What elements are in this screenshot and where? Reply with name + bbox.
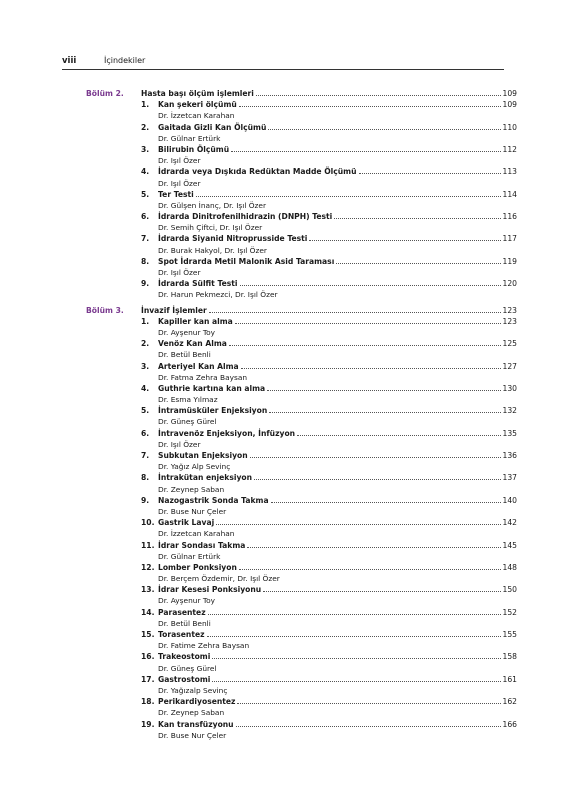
page-header: [62, 56, 504, 70]
entry-authors: Dr. Zeynep Saban: [158, 484, 225, 494]
dot-leader: [271, 496, 501, 503]
toc-entry-authors: [0, 574, 583, 585]
entry-title-line: [158, 123, 517, 132]
entry-number: 3.: [141, 144, 150, 154]
entry-page: 148: [502, 562, 517, 572]
entry-page: 142: [502, 518, 517, 528]
entry-title: Subkutan Enjeksiyon: [158, 451, 248, 460]
entry-title: İdrarda Sülfit Testi: [158, 279, 238, 289]
entry-authors: Dr. Betül Benli: [158, 350, 211, 360]
entry-title: İntravenöz Enjeksiyon, İnfüzyon: [158, 428, 296, 438]
entry-authors: Dr. Gülnar Ertürk: [158, 551, 221, 561]
entry-authors: Dr. Burak Hakyol, Dr. Işıl Özer: [158, 245, 267, 255]
entry-title: Ter Testi: [158, 189, 194, 199]
toc-entry-authors: [0, 619, 583, 630]
dot-leader: [216, 518, 500, 525]
toc-entry-authors: [0, 529, 583, 540]
toc-entry-authors: [0, 686, 583, 697]
toc-entry[interactable]: [0, 675, 583, 686]
entry-title-line: [158, 608, 517, 617]
entry-authors: Dr. Yağızalp Sevinç: [158, 685, 228, 695]
dot-leader: [209, 306, 501, 313]
toc-entry[interactable]: [0, 496, 583, 507]
entry-number: 9.: [141, 279, 150, 289]
toc-entry[interactable]: [0, 406, 583, 417]
entry-number: 8.: [141, 256, 150, 266]
section-title: Hasta başı ölçüm işlemleri: [141, 89, 254, 98]
entry-page: 130: [502, 383, 517, 393]
toc-entry-authors: [0, 328, 583, 339]
entry-number: 12.: [141, 562, 155, 572]
section-page: 109: [502, 89, 517, 98]
entry-authors: Dr. Güneş Gürel: [158, 417, 217, 427]
entry-page: 150: [502, 585, 517, 595]
entry-authors: Dr. Fatime Zehra Baysan: [158, 641, 250, 651]
entry-title-line: [158, 279, 517, 288]
toc-entry[interactable]: [0, 585, 583, 596]
entry-page: 166: [502, 719, 517, 729]
entry-page: 136: [502, 451, 517, 460]
section-title-line: [141, 306, 517, 315]
entry-title-line: [158, 339, 517, 348]
toc-entry-authors: [0, 552, 583, 563]
dot-leader: [269, 406, 500, 413]
dot-leader: [334, 212, 500, 219]
section-title-line: [141, 89, 517, 98]
toc-entry[interactable]: [0, 473, 583, 484]
entry-authors: Dr. Işıl Özer: [158, 156, 201, 166]
toc-entry-authors: [0, 373, 583, 384]
toc-entry[interactable]: [0, 608, 583, 619]
entry-page: 113: [502, 167, 517, 177]
entry-title: Nazogastrik Sonda Takma: [158, 495, 269, 505]
entry-page: 137: [502, 473, 517, 483]
entry-title-line: [158, 145, 517, 154]
running-title: İçindekiler: [104, 56, 146, 65]
toc-entry-authors: [0, 708, 583, 719]
entry-title-line: [158, 212, 517, 221]
entry-title: İdrar Kesesi Ponksiyonu: [158, 585, 262, 595]
dot-leader: [231, 145, 500, 152]
entry-authors: Dr. Işıl Özer: [158, 439, 201, 449]
toc-entry-authors: [0, 731, 583, 742]
toc-entry[interactable]: [0, 257, 583, 268]
toc-entry-authors: [0, 664, 583, 675]
entry-title-line: [158, 563, 517, 572]
entry-title-line: [158, 234, 517, 243]
entry-title: Kan transfüzyonu: [158, 719, 234, 729]
toc-entry[interactable]: [0, 563, 583, 574]
dot-leader: [254, 473, 500, 480]
entry-number: 2.: [141, 339, 150, 349]
entry-authors: Dr. Fatma Zehra Baysan: [158, 372, 248, 382]
entry-number: 18.: [141, 697, 155, 707]
entry-page: 117: [502, 234, 517, 244]
entry-authors: Dr. Betül Benli: [158, 618, 211, 628]
entry-authors: Dr. Ayşenur Toy: [158, 327, 215, 337]
entry-title-line: [158, 451, 517, 460]
toc-entry[interactable]: [0, 339, 583, 350]
toc-entry[interactable]: [0, 652, 583, 663]
toc-entry[interactable]: [0, 451, 583, 462]
header-rule: [62, 69, 504, 70]
entry-title: İntrakütan enjeksiyon: [158, 473, 253, 483]
entry-page: 161: [502, 674, 517, 684]
entry-authors: Dr. Güneş Gürel: [158, 663, 217, 673]
toc-entry-authors: [0, 395, 583, 406]
entry-page: 145: [502, 540, 517, 550]
toc-entry-authors: [0, 156, 583, 167]
dot-leader: [237, 697, 500, 704]
entry-authors: Dr. İzzetcan Karahan: [158, 529, 235, 539]
entry-number: 19.: [141, 719, 155, 729]
entry-title-line: [158, 429, 517, 438]
entry-page: 114: [502, 189, 517, 199]
entry-page: 127: [502, 361, 517, 371]
section-page: 123: [502, 305, 517, 315]
entry-page: 116: [502, 212, 517, 222]
entry-title-line: [158, 496, 517, 505]
dot-leader: [309, 234, 500, 241]
entry-title-line: [158, 630, 517, 639]
entry-page: 140: [502, 495, 517, 505]
toc-entry-authors: [0, 223, 583, 234]
entry-title-line: [158, 585, 517, 594]
entry-title: Lomber Ponksiyon: [158, 562, 237, 572]
toc-entry[interactable]: [0, 212, 583, 223]
entry-number: 10.: [141, 518, 155, 528]
entry-number: 17.: [141, 674, 155, 684]
entry-title-line: [158, 190, 517, 199]
entry-title-line: [158, 652, 517, 661]
toc-entry-authors: [0, 268, 583, 279]
entry-page: 123: [502, 316, 517, 326]
toc-entry-authors: [0, 201, 583, 212]
toc-entry-authors: [0, 596, 583, 607]
dot-leader: [240, 279, 501, 286]
entry-page: 109: [502, 100, 517, 110]
entry-authors: Dr. Zeynep Saban: [158, 708, 225, 718]
entry-title: Torasentez: [158, 630, 205, 639]
toc-section-heading[interactable]: [0, 306, 583, 317]
entry-page: 110: [502, 122, 517, 132]
toc-entry-authors: [0, 179, 583, 190]
entry-title-line: [158, 675, 517, 684]
dot-leader: [239, 100, 501, 107]
entry-title-line: [158, 518, 517, 527]
toc-entry[interactable]: [0, 234, 583, 245]
entry-number: 5.: [141, 189, 150, 199]
entry-title: Spot İdrarda Metil Malonik Asid Taraması: [158, 256, 335, 266]
dot-leader: [241, 362, 501, 369]
entry-title: Gastrostomi: [158, 674, 211, 684]
dot-leader: [239, 563, 501, 570]
entry-number: 4.: [141, 167, 150, 177]
entry-number: 7.: [141, 451, 150, 460]
entry-authors: Dr. Buse Nur Çeler: [158, 730, 227, 740]
entry-page: 112: [502, 144, 517, 154]
entry-number: 15.: [141, 630, 155, 639]
toc-entry[interactable]: [0, 167, 583, 178]
dot-leader: [263, 585, 500, 592]
entry-title: Gastrik Lavaj: [158, 518, 215, 528]
section-label: Bölüm 3.: [86, 305, 124, 315]
toc-entry-authors: [0, 641, 583, 652]
dot-leader: [359, 167, 501, 174]
dot-leader: [196, 190, 501, 197]
dot-leader: [207, 630, 501, 637]
toc-entry[interactable]: [0, 190, 583, 201]
entry-title: İdrarda veya Dışkıda Redüktan Madde Ölçümü: [158, 167, 357, 177]
entry-title-line: [158, 697, 517, 706]
entry-page: 135: [502, 428, 517, 438]
toc-entry-authors: [0, 462, 583, 473]
dot-leader: [212, 675, 500, 682]
entry-number: 8.: [141, 473, 150, 483]
toc-section: [0, 89, 583, 302]
entry-authors: Dr. Berçem Özdemir, Dr. Işıl Özer: [158, 574, 280, 584]
entry-page: 132: [502, 406, 517, 416]
entry-title-line: [158, 362, 517, 371]
dot-leader: [250, 451, 501, 458]
toc-entry[interactable]: [0, 697, 583, 708]
toc-entry[interactable]: [0, 279, 583, 290]
entry-title: Perikardiyosentez: [158, 697, 236, 707]
entry-title-line: [158, 100, 517, 109]
entry-authors: Dr. Esma Yılmaz: [158, 395, 218, 405]
entry-page: 152: [502, 607, 517, 617]
dot-leader: [235, 317, 501, 324]
dot-leader: [267, 384, 500, 391]
toc-entry[interactable]: [0, 317, 583, 328]
entry-authors: Dr. İzzetcan Karahan: [158, 111, 235, 121]
toc-entry-authors: [0, 246, 583, 257]
entry-page: 158: [502, 652, 517, 662]
toc-entry-authors: [0, 290, 583, 301]
entry-title: Gaitada Gizli Kan Ölçümü: [158, 122, 267, 132]
entry-title: Kan şekeri ölçümü: [158, 100, 237, 110]
entry-page: 155: [502, 630, 517, 639]
dot-leader: [336, 257, 500, 264]
entry-title: Kapiller kan alma: [158, 316, 233, 326]
dot-leader: [236, 720, 501, 727]
entry-page: 162: [502, 697, 517, 707]
entry-title: İdrarda Siyanid Nitroprusside Testi: [158, 234, 308, 244]
entry-title-line: [158, 257, 517, 266]
section-label: Bölüm 2.: [86, 89, 124, 98]
entry-number: 13.: [141, 585, 155, 595]
entry-title-line: [158, 541, 517, 550]
entry-number: 4.: [141, 383, 150, 393]
toc-entry-authors: [0, 417, 583, 428]
entry-title-line: [158, 720, 517, 729]
entry-title-line: [158, 167, 517, 176]
entry-authors: Dr. Semih Çiftci, Dr. Işıl Özer: [158, 223, 263, 233]
dot-leader: [256, 89, 501, 96]
entry-title-line: [158, 317, 517, 326]
entry-number: 1.: [141, 316, 150, 326]
entry-title: Venöz Kan Alma: [158, 339, 227, 349]
entry-authors: Dr. Gülşen İnanç, Dr. Işıl Özer: [158, 200, 266, 210]
entry-title: Trakeostomi: [158, 652, 211, 662]
toc-entry[interactable]: [0, 429, 583, 440]
entry-authors: Dr. Işıl Özer: [158, 268, 201, 277]
entry-number: 6.: [141, 428, 150, 438]
entry-page: 120: [502, 279, 517, 289]
section-title: İnvazif İşlemler: [141, 305, 207, 315]
page-number: viii: [62, 56, 77, 66]
entry-authors: Dr. Harun Pekmezci, Dr. Işıl Özer: [158, 290, 278, 300]
toc-entry[interactable]: [0, 100, 583, 111]
entry-title: İdrar Sondası Takma: [158, 540, 246, 550]
entry-number: 11.: [141, 540, 155, 550]
entry-title: Parasentez: [158, 607, 206, 617]
toc-entry-authors: [0, 134, 583, 145]
toc-entry-authors: [0, 485, 583, 496]
toc-entry-authors: [0, 507, 583, 518]
entry-authors: Dr. Işıl Özer: [158, 178, 201, 188]
table-of-contents: [0, 89, 583, 742]
dot-leader: [208, 608, 501, 615]
entry-number: 9.: [141, 495, 150, 505]
entry-title: İdrarda Dinitrofenilhidrazin (DNPH) Testi: [158, 212, 333, 222]
toc-entry[interactable]: [0, 541, 583, 552]
entry-number: 2.: [141, 122, 150, 132]
entry-authors: Dr. Gülnar Ertürk: [158, 133, 221, 143]
toc-entry[interactable]: [0, 518, 583, 529]
entry-number: 16.: [141, 652, 155, 662]
dot-leader: [229, 339, 501, 346]
entry-number: 1.: [141, 100, 150, 110]
entry-title: Bilirubin Ölçümü: [158, 144, 230, 154]
entry-page: 125: [502, 339, 517, 349]
entry-title: Arteriyel Kan Alma: [158, 361, 239, 371]
entry-title-line: [158, 473, 517, 482]
toc-entry-authors: [0, 350, 583, 361]
entry-title: Guthrie kartına kan alma: [158, 383, 266, 393]
dot-leader: [268, 123, 500, 130]
toc-entry-authors: [0, 440, 583, 451]
toc-entry[interactable]: [0, 720, 583, 731]
entry-number: 6.: [141, 212, 150, 222]
toc-section-heading[interactable]: [0, 89, 583, 100]
entry-authors: Dr. Ayşenur Toy: [158, 596, 215, 606]
entry-title: İntramüsküler Enjeksiyon: [158, 406, 268, 416]
toc-entry[interactable]: [0, 123, 583, 134]
toc-entry[interactable]: [0, 145, 583, 156]
entry-authors: Dr. Yağız Alp Sevinç: [158, 462, 231, 472]
dot-leader: [297, 429, 500, 436]
toc-section: [0, 306, 583, 742]
dot-leader: [247, 541, 500, 548]
toc-entry-authors: [0, 111, 583, 122]
entry-title-line: [158, 406, 517, 415]
entry-number: 3.: [141, 361, 150, 371]
entry-number: 7.: [141, 234, 150, 244]
toc-entry[interactable]: [0, 362, 583, 373]
entry-page: 119: [502, 256, 517, 266]
toc-entry[interactable]: [0, 384, 583, 395]
entry-title-line: [158, 384, 517, 393]
entry-number: 5.: [141, 406, 150, 416]
entry-number: 14.: [141, 607, 155, 617]
entry-authors: Dr. Buse Nur Çeler: [158, 506, 227, 516]
toc-entry[interactable]: [0, 630, 583, 641]
dot-leader: [212, 652, 500, 659]
